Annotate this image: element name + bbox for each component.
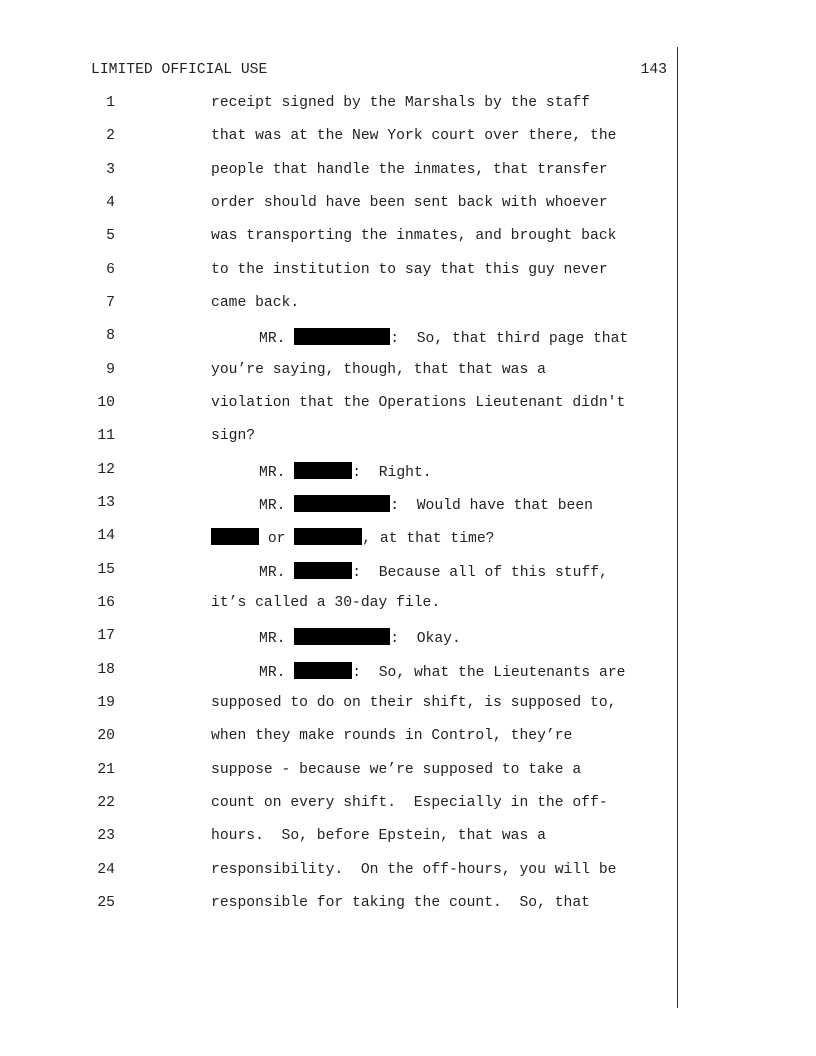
- line-text: sign?: [211, 428, 256, 445]
- line-text: it’s called a 30-day file.: [211, 594, 441, 611]
- page-header-label: LIMITED OFFICIAL USE: [91, 62, 268, 78]
- redaction-box: [294, 628, 390, 645]
- line-text: responsibility. On the off-hours, you will be: [211, 861, 617, 878]
- line-text: hours. So, before Epstein, that was a: [211, 828, 546, 845]
- margin-rule: [677, 47, 678, 1008]
- transcript-line: [0, 862, 670, 895]
- transcript-line: [0, 95, 670, 128]
- line-number: 15: [97, 561, 115, 578]
- transcript-line: [0, 562, 670, 595]
- speaker-prefix: MR.: [259, 331, 295, 348]
- line-number: 9: [106, 361, 115, 378]
- transcript-line: [0, 795, 670, 828]
- transcript-line: [0, 462, 670, 495]
- line-number: 2: [106, 128, 115, 145]
- line-number: 1: [106, 95, 115, 111]
- line-text: that was at the New York court over there, the: [211, 128, 617, 145]
- line-text: : So, what the Lieutenants are: [352, 664, 626, 681]
- transcript-line: [0, 762, 670, 795]
- line-text: : Because all of this stuff,: [352, 564, 608, 581]
- line-number: 12: [97, 461, 115, 478]
- line-text: receipt signed by the Marshals by the staff: [211, 95, 590, 111]
- line-text: : Would have that been: [390, 497, 593, 514]
- redaction-box: [294, 662, 352, 679]
- speaker-prefix: MR.: [259, 464, 295, 481]
- line-number: 4: [106, 194, 115, 211]
- line-text: : Right.: [352, 464, 432, 481]
- line-text: : Okay.: [390, 631, 461, 648]
- speaker-prefix: MR.: [259, 664, 295, 681]
- speaker-prefix: MR.: [259, 564, 295, 581]
- line-number: 11: [97, 428, 115, 445]
- transcript-line: [0, 195, 670, 228]
- line-number: 5: [106, 228, 115, 245]
- speaker-prefix: MR.: [259, 497, 295, 514]
- transcript-line: [0, 595, 670, 628]
- line-number: 8: [106, 328, 115, 345]
- speaker-line: [259, 495, 593, 514]
- line-number: 18: [97, 661, 115, 678]
- redaction-box: [294, 562, 352, 579]
- speaker-line: [259, 562, 608, 581]
- line-number: 3: [106, 161, 115, 178]
- line-text: was transporting the inmates, and brought back: [211, 228, 617, 245]
- line-text: violation that the Operations Lieutenant didn't: [211, 394, 626, 411]
- transcript-line: [0, 128, 670, 161]
- speaker-prefix: MR.: [259, 631, 295, 648]
- line-number: 25: [97, 894, 115, 911]
- line-text: you’re saying, though, that that was a: [211, 361, 546, 378]
- line-text: : So, that third page that: [390, 331, 629, 348]
- line-number: 19: [97, 694, 115, 711]
- redaction-box: [294, 495, 390, 512]
- speaker-line: [259, 328, 628, 347]
- line-number: 20: [97, 728, 115, 745]
- transcript-line: [0, 528, 670, 561]
- redaction-box: [294, 328, 390, 345]
- page-number: 143: [640, 62, 667, 78]
- line-text: to the institution to say that this guy never: [211, 261, 608, 278]
- transcript-line: [0, 495, 670, 528]
- redaction-box: [211, 528, 259, 545]
- redaction-box: [294, 462, 352, 479]
- line-number: 23: [97, 828, 115, 845]
- transcript-body: [0, 95, 670, 928]
- transcript-line: [0, 895, 670, 928]
- transcript-line: [0, 228, 670, 261]
- speaker-line: [259, 462, 432, 481]
- line-text: supposed to do on their shift, is supposed to,: [211, 694, 617, 711]
- speaker-line: [259, 662, 626, 681]
- transcript-line: [0, 295, 670, 328]
- line-number: 21: [97, 761, 115, 778]
- transcript-line: [0, 162, 670, 195]
- line-text: responsible for taking the count. So, that: [211, 894, 590, 911]
- line-text: people that handle the inmates, that transfer: [211, 161, 608, 178]
- transcript-line: [0, 395, 670, 428]
- transcript-line: [0, 828, 670, 861]
- transcript-line: [0, 695, 670, 728]
- line-text: order should have been sent back with whoever: [211, 194, 608, 211]
- transcript-line: [0, 628, 670, 661]
- line-number: 17: [97, 628, 115, 645]
- line-text: or: [259, 531, 295, 548]
- line-text: suppose - because we’re supposed to take a: [211, 761, 582, 778]
- transcript-line: [0, 262, 670, 295]
- transcript-line: [0, 328, 670, 361]
- line-text: when they make rounds in Control, they’re: [211, 728, 573, 745]
- line-number: 10: [97, 394, 115, 411]
- transcript-line: [0, 662, 670, 695]
- line-text: came back.: [211, 294, 300, 311]
- transcript-line: [0, 362, 670, 395]
- line-number: 6: [106, 261, 115, 278]
- line-number: 22: [97, 794, 115, 811]
- line-number: 7: [106, 294, 115, 311]
- redacted-line: [211, 528, 494, 547]
- line-number: 16: [97, 594, 115, 611]
- line-text: , at that time?: [362, 531, 495, 548]
- line-number: 14: [97, 528, 115, 545]
- line-number: 13: [97, 494, 115, 511]
- line-number: 24: [97, 861, 115, 878]
- line-text: count on every shift. Especially in the off-: [211, 794, 608, 811]
- speaker-line: [259, 628, 461, 647]
- redaction-box: [294, 528, 362, 545]
- transcript-line: [0, 728, 670, 761]
- transcript-line: [0, 428, 670, 461]
